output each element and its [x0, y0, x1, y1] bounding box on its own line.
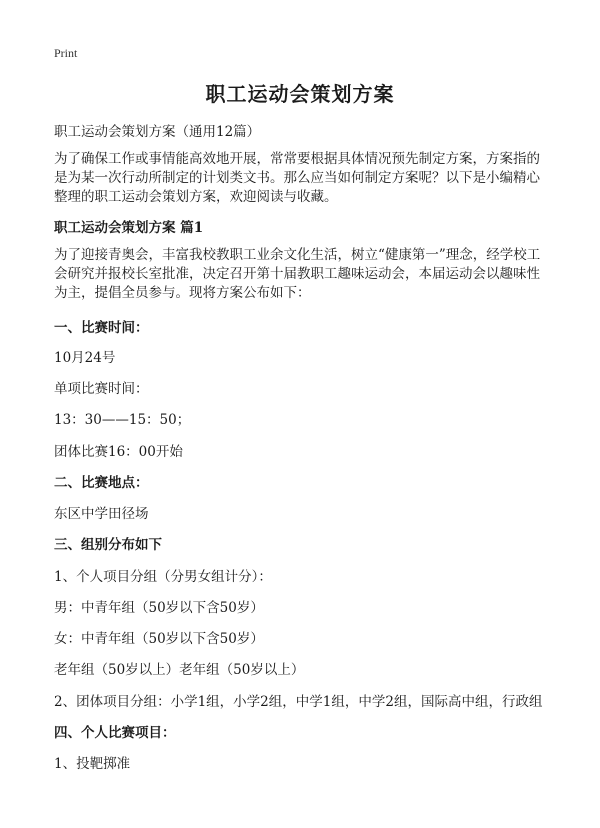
intro-paragraph: [54, 150, 554, 207]
single-time-label: 单项比赛时间：: [54, 381, 149, 397]
print-label[interactable]: Print: [54, 46, 78, 60]
single-time-value: 13：30——15：50；: [54, 412, 191, 428]
intro-line: 为了确保工作或事情能高效地开展，常常要根据具体情况预先制定方案，方案指的: [54, 151, 540, 167]
body-paragraph: [54, 246, 554, 303]
group-old: 老年组（50岁以上）老年组（50岁以上）: [54, 662, 305, 678]
page-title: 职工运动会策划方案: [205, 82, 395, 106]
body-line: 为主，提倡全员参与。现将方案公布如下：: [54, 285, 311, 301]
section-heading: 职工运动会策划方案 篇1: [54, 220, 204, 236]
intro-line: 整理的职工运动会策划方案，欢迎阅读与收藏。: [54, 189, 338, 205]
date-text: 10月24号: [54, 350, 116, 366]
place-text: 东区中学田径场: [54, 506, 149, 522]
body-line: 为了迎接青奥会，丰富我校教职工业余文化生活，树立“健康第一”理念，经学校工: [54, 247, 541, 263]
team-time-text: 团体比赛16：00开始: [54, 444, 183, 460]
intro-line: 是为某一次行动所制定的计划类文书。那么应当如何制定方案呢？以下是小编精心: [54, 170, 540, 186]
groups-team: 2、团体项目分组：小学1组，小学2组，中学1组，中学2组，国际高中组，行政组: [54, 694, 543, 710]
heading-events: 四、个人比赛项目：: [54, 725, 176, 741]
event-item: 1、投靶掷准: [54, 756, 131, 772]
body-line: 会研究并报校长室批准，决定召开第十届教职工趣味运动会，本届运动会以趣味性: [54, 266, 540, 282]
group-male: 男：中青年组（50岁以下含50岁）: [54, 600, 264, 616]
groups-individual: 1、个人项目分组（分男女组计分）：: [54, 569, 272, 585]
heading-place: 二、比赛地点：: [54, 475, 149, 491]
group-female: 女：中青年组（50岁以下含50岁）: [54, 631, 264, 647]
document-subtitle: 职工运动会策划方案（通用12篇）: [54, 124, 261, 140]
heading-groups: 三、组别分布如下: [54, 537, 162, 553]
heading-time: 一、比赛时间：: [54, 320, 149, 336]
